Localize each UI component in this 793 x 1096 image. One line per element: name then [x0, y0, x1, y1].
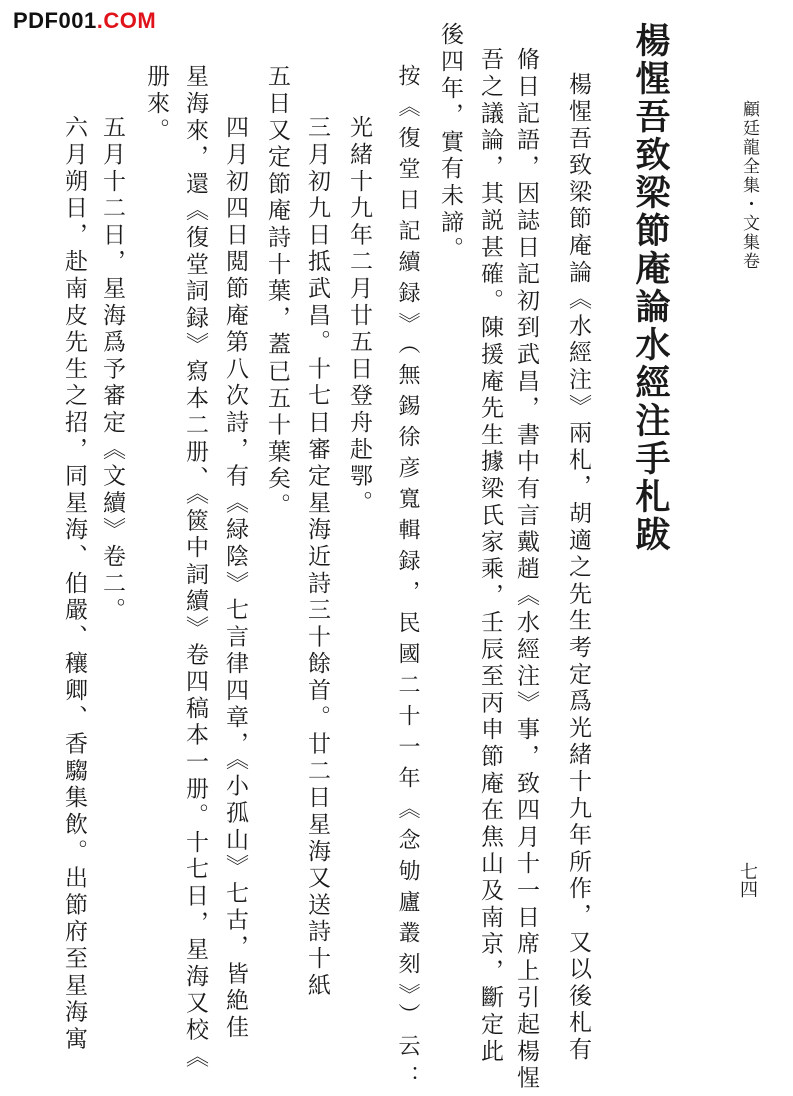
watermark-text: PDF001 — [13, 8, 97, 33]
diary-entry: 四月初四日閲節庵第八次詩，有《緑陰》七言律四章，《小孤山》七古，皆絶佳 — [222, 115, 248, 1042]
diary-entry: 光緒十九年二月廿五日登舟赴鄂。 — [346, 115, 372, 517]
body-line: 吾之議論，其説甚確。陳援庵先生據梁氏家乘，壬辰至丙申節庵在焦山及南京，斷定此 — [477, 47, 503, 1066]
body-line: 脩日記語，因誌日記初到武昌，書中有言戴趙《水經注》事，致四月十一日席上引起楊惺 — [513, 47, 539, 1093]
diary-entry: 三月初九日抵武昌。十七日審定星海近詩三十餘首。廿二日星海又送詩十紙 — [304, 115, 330, 1000]
body-line: 後四年，實有未諦。 — [437, 22, 463, 264]
essay-title: 楊惺吾致梁節庵論水經注手札跋 — [630, 22, 671, 554]
page-number: 七四 — [737, 862, 758, 898]
diary-entry: 六月朔日，赴南皮先生之招，同星海、伯嚴、穰卿、香騶集飲。出節府至星海寓 — [61, 115, 87, 1053]
diary-entry: 星海來，還《復堂詞録》寫本二册、《篋中詞續》卷四稿本一册。十七日，星海又校《 — [182, 64, 208, 1071]
citation-line: 按《復堂日記續録》（無錫徐彦寬輯録，民國二十一年《念劬廬叢刻》）云： — [395, 64, 420, 1096]
running-header: 顧廷龍全集・文集卷 — [739, 100, 759, 271]
body-line: 楊惺吾致梁節庵論《水經注》兩札，胡適之先生考定爲光緒十九年所作，又以後札有 — [565, 72, 591, 1064]
diary-entry: 五日又定節庵詩十葉，蓋已五十葉矣。 — [264, 64, 290, 520]
diary-entry: 五月十二日，星海爲予審定《文續》卷二。 — [99, 115, 125, 625]
watermark-domain: .COM — [96, 8, 157, 33]
site-watermark — [13, 8, 156, 34]
diary-entry: 册來。 — [143, 64, 169, 145]
